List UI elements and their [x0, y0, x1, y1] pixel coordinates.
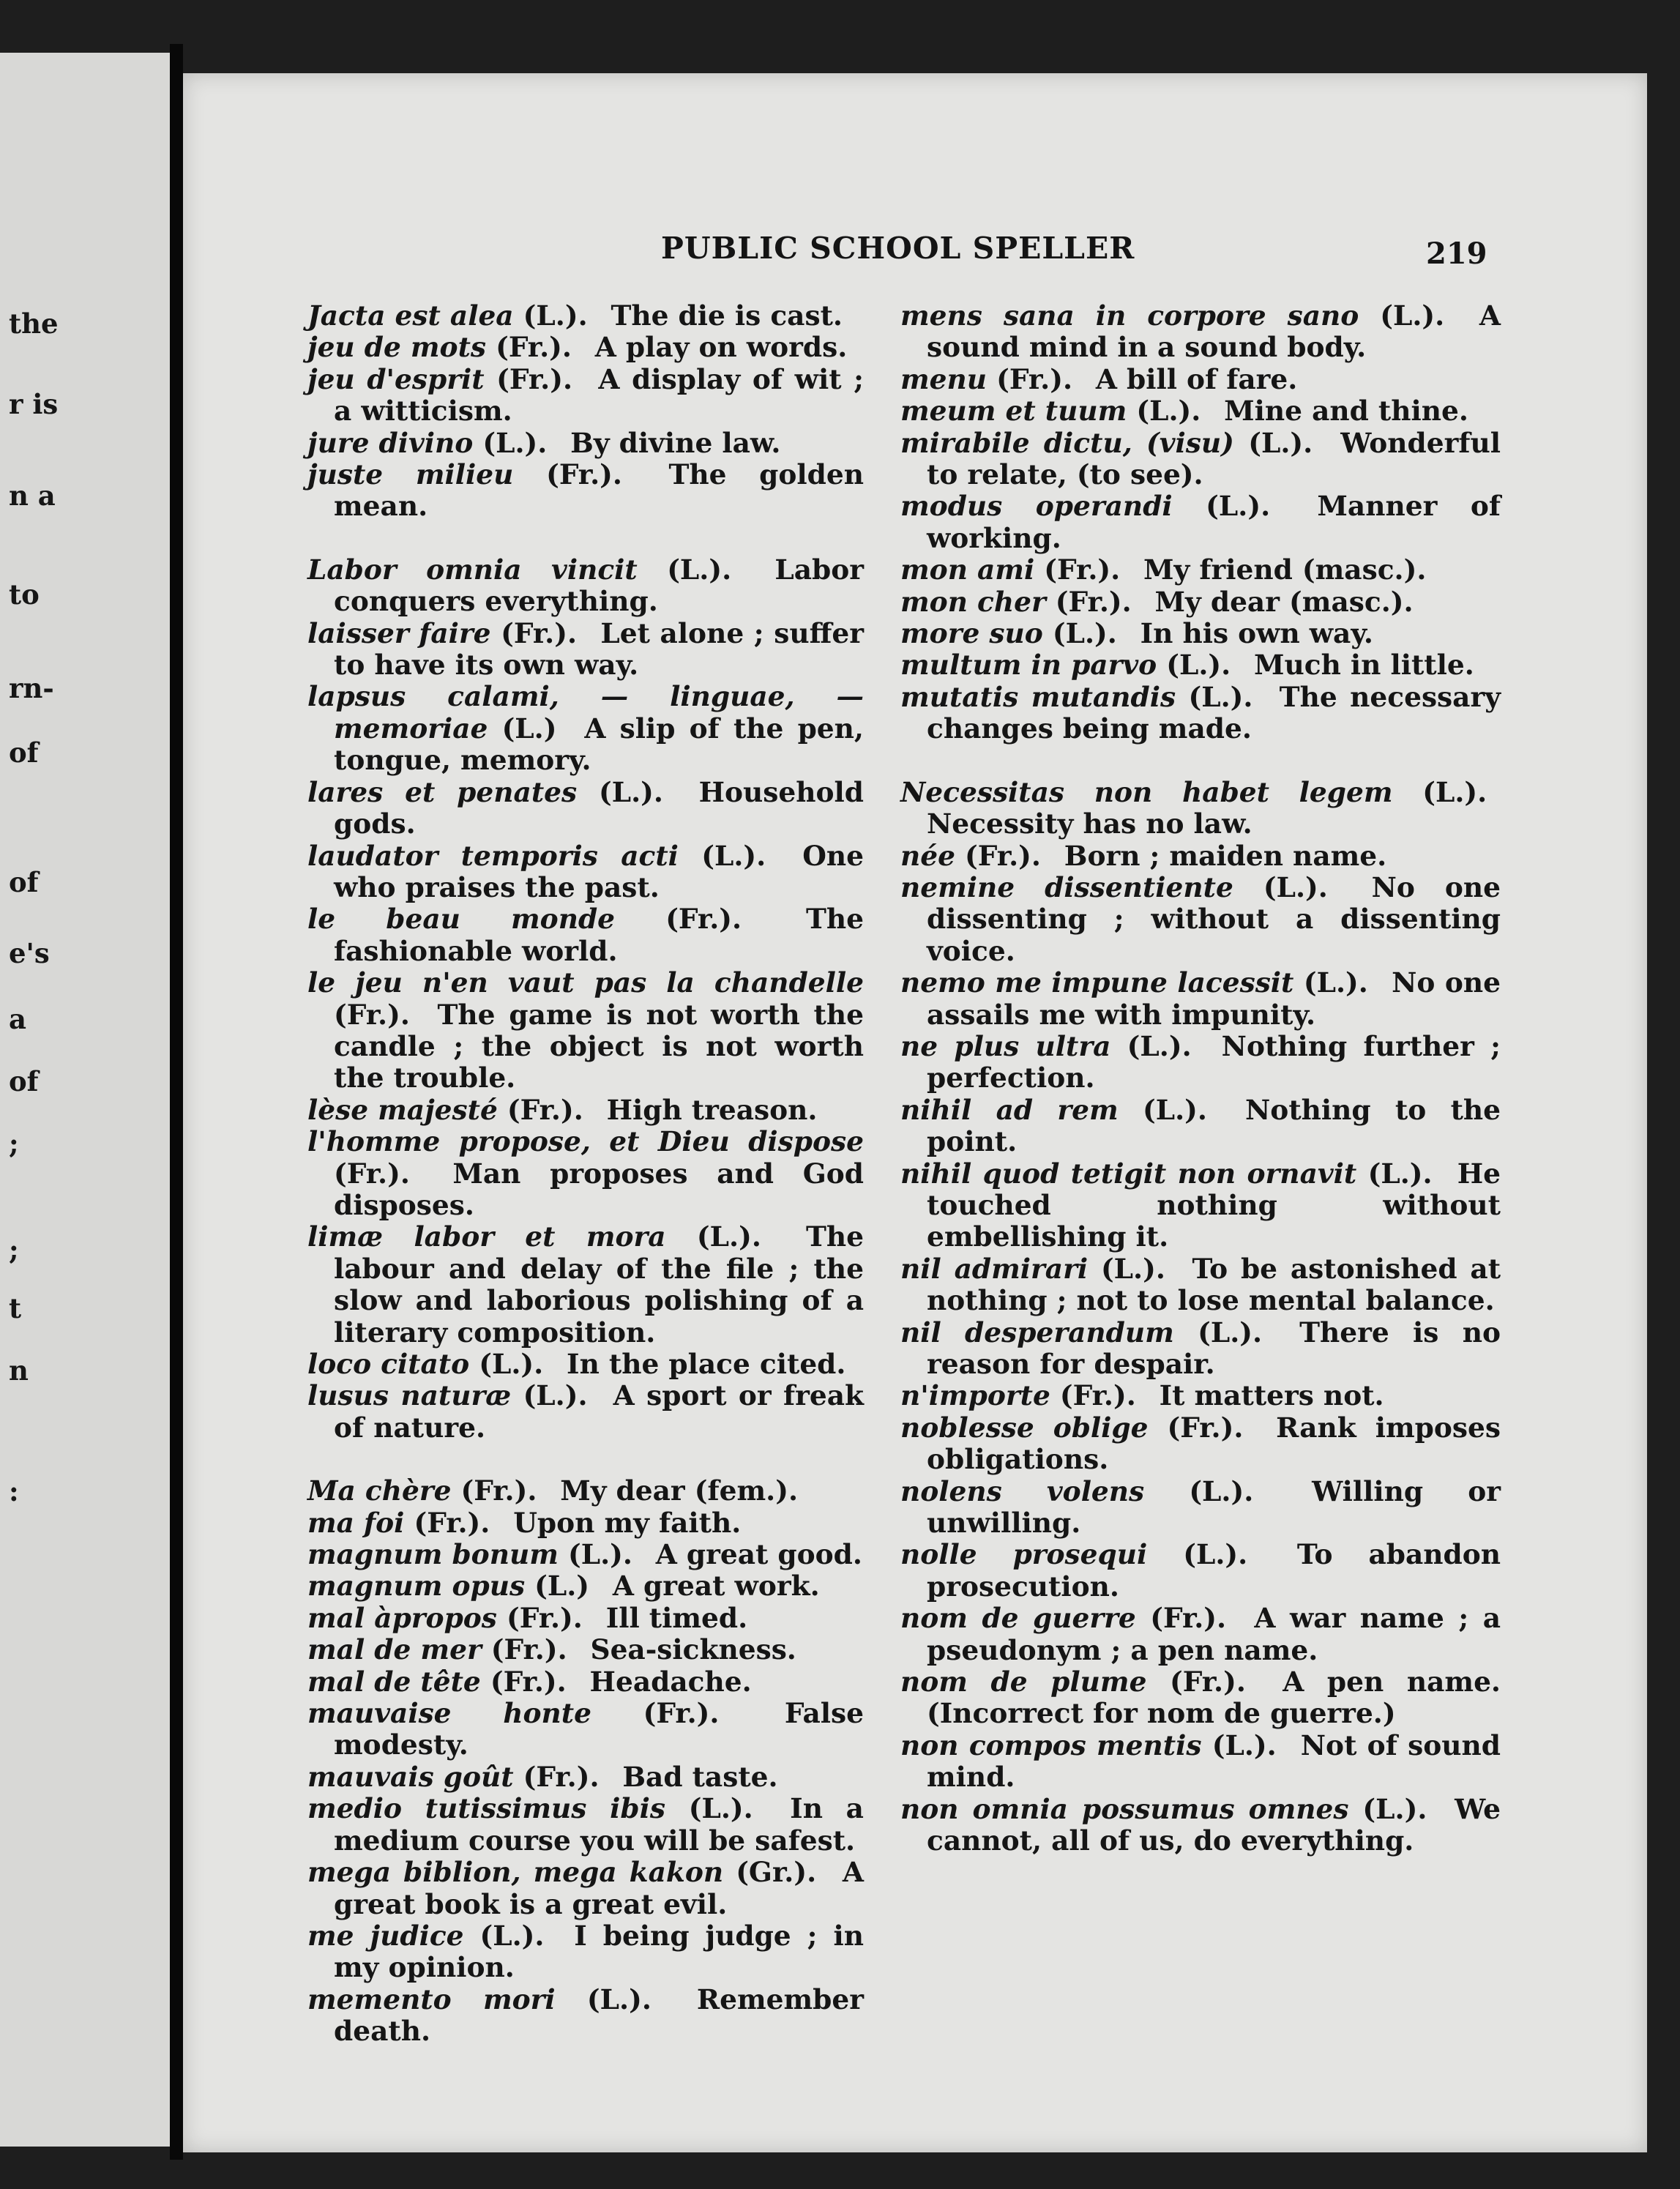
entry-meaning: Bad taste.: [622, 1760, 778, 1793]
entry-meaning: He touched nothing without embellishing it.: [927, 1157, 1501, 1253]
entry-language: (L.).: [1166, 649, 1231, 682]
page-number: 219: [1426, 236, 1487, 271]
entry-meaning: Headache.: [589, 1665, 752, 1698]
entry-meaning: No one assails me with impunity.: [927, 966, 1501, 1031]
entry-meaning: Sea-sickness.: [590, 1633, 796, 1666]
previous-page-edge: [0, 53, 170, 2147]
entry-phrase: mal àpropos: [307, 1601, 497, 1634]
entry-phrase: modus operandi: [900, 490, 1173, 523]
entry-language: (Fr.).: [334, 998, 410, 1031]
entry-phrase: lapsus calami, — linguae, — memoriae: [307, 680, 864, 745]
entry-meaning: Manner of working.: [927, 490, 1501, 554]
entry-language: (L.).: [696, 1220, 761, 1253]
entry-language: (L.).: [1303, 966, 1368, 999]
entry-language: (Fr.).: [490, 1633, 567, 1666]
dictionary-entry: [307, 1634, 864, 1666]
entry-language: (Fr.).: [1044, 553, 1121, 586]
entry-meaning: To abandon prosecution.: [927, 1538, 1501, 1603]
entry-language: (Fr.).: [1150, 1602, 1227, 1635]
dictionary-entry: [307, 1126, 864, 1221]
entry-phrase: magnum opus: [307, 1570, 526, 1603]
entry-phrase: me judice: [307, 1919, 464, 1952]
dictionary-entry: [900, 1794, 1501, 1857]
entry-meaning: A sound mind in a sound body.: [927, 299, 1501, 364]
dictionary-entry: [900, 1666, 1501, 1730]
entry-meaning: My friend (masc.).: [1143, 553, 1427, 586]
dictionary-entry: [307, 1984, 864, 2048]
entry-phrase: noblesse oblige: [900, 1411, 1149, 1444]
dictionary-entry: [900, 1094, 1501, 1158]
entry-language: (Fr.).: [1059, 1379, 1136, 1412]
entry-meaning: Not of sound mind.: [927, 1729, 1501, 1794]
dictionary-entry: [307, 1666, 864, 1698]
entry-phrase: mauvaise honte: [307, 1697, 591, 1730]
previous-page-fragment: of: [9, 1065, 39, 1097]
dictionary-entry: [307, 1475, 864, 1507]
entry-phrase: nemine dissentiente: [900, 870, 1233, 903]
entry-phrase: mens sana in corpore sano: [900, 299, 1359, 332]
dictionary-entry: [900, 872, 1501, 967]
entry-language: (Fr.).: [546, 458, 622, 491]
entry-phrase: nolens volens: [900, 1474, 1145, 1507]
entry-meaning: We cannot, all of us, do everything.: [927, 1792, 1501, 1857]
entry-language: (L.).: [688, 1792, 753, 1825]
entry-meaning: No one dissenting ; without a dissenting voice.: [927, 870, 1501, 967]
entry-language: (L.).: [1136, 395, 1201, 428]
entry-meaning: The game is not worth the candle ; the object is not worth the trouble.: [334, 998, 864, 1094]
entry-language: (L.).: [1127, 1029, 1192, 1062]
entry-language: (Fr.).: [496, 362, 573, 395]
entry-language: (L.).: [567, 1538, 632, 1571]
dictionary-entry: [307, 618, 864, 682]
entry-language: (L.).: [1100, 1252, 1165, 1285]
entry-phrase: le beau monde: [307, 903, 616, 936]
entry-phrase: Ma chère: [307, 1474, 452, 1507]
entry-language: (Fr.).: [460, 1474, 537, 1507]
dictionary-entry: [307, 1920, 864, 1984]
previous-page-fragment: rn-: [9, 672, 54, 704]
entry-language: (Fr.).: [501, 616, 578, 649]
entry-phrase: nihil ad rem: [900, 1093, 1119, 1126]
dictionary-entry: [307, 903, 864, 967]
entry-meaning: Willing or unwilling.: [927, 1474, 1501, 1540]
entry-language: (L.).: [479, 1919, 545, 1952]
dictionary-entry: [307, 777, 864, 840]
previous-page-fragment: :: [9, 1475, 19, 1507]
entry-phrase: n'importe: [900, 1379, 1050, 1412]
dictionary-entry: [900, 1603, 1501, 1666]
entry-meaning: In a medium course you will be safest.: [334, 1792, 864, 1857]
dictionary-entry: [900, 554, 1501, 586]
entry-language: (L.).: [1422, 775, 1487, 808]
dictionary-entry: [900, 682, 1501, 745]
entry-meaning: Nothing to the point.: [927, 1093, 1501, 1158]
entry-phrase: limæ labor et mora: [307, 1220, 666, 1253]
running-head: [183, 231, 1647, 275]
entry-language: (L.): [501, 712, 557, 745]
entry-phrase: laisser faire: [307, 616, 491, 649]
entry-phrase: juste milieu: [307, 458, 514, 491]
entry-meaning: One who praises the past.: [334, 839, 865, 903]
entry-language: (L.).: [599, 775, 663, 808]
entry-language: (L.).: [1263, 870, 1328, 903]
entry-meaning: Mine and thine.: [1224, 395, 1468, 428]
entry-language: (L.).: [1052, 617, 1117, 650]
entry-meaning: Nothing further ; perfection.: [927, 1029, 1501, 1094]
previous-page-fragment: a: [9, 1003, 26, 1035]
entry-phrase: mauvais goût: [307, 1760, 514, 1793]
dictionary-entry: [900, 1317, 1501, 1381]
entry-language: (Fr.).: [1167, 1411, 1244, 1444]
entry-meaning: I being judge ; in my opinion.: [334, 1919, 864, 1984]
dictionary-entry: [307, 840, 864, 904]
dictionary-entry: [900, 364, 1501, 395]
entry-meaning: A great work.: [612, 1570, 820, 1603]
right-column: [900, 300, 1501, 1857]
entry-meaning: There is no reason for despair.: [927, 1316, 1501, 1380]
dictionary-entry: [900, 491, 1501, 554]
dictionary-entry: [900, 1253, 1501, 1317]
entry-meaning: A play on words.: [594, 331, 848, 364]
entry-phrase: more suo: [900, 617, 1043, 650]
entry-phrase: lusus naturæ: [307, 1379, 512, 1412]
entry-language: (Fr.).: [490, 1665, 567, 1698]
entry-phrase: magnum bonum: [307, 1538, 559, 1571]
entry-meaning: Ill timed.: [605, 1601, 748, 1634]
entry-phrase: meum et tuum: [900, 395, 1127, 428]
dictionary-entry: [900, 618, 1501, 649]
entry-phrase: mal de mer: [307, 1633, 482, 1666]
dictionary-entry: [900, 1476, 1501, 1540]
entry-phrase: ne plus ultra: [900, 1029, 1111, 1062]
entry-meaning: The golden mean.: [334, 458, 865, 523]
entry-meaning: In his own way.: [1140, 617, 1373, 650]
entry-phrase: l'homme propose, et Dieu dispose: [307, 1125, 864, 1158]
entry-meaning: A slip of the pen, tongue, memory.: [334, 712, 864, 777]
entry-phrase: nom de plume: [900, 1666, 1147, 1698]
dictionary-entry: [307, 459, 864, 523]
entry-phrase: mal de tête: [307, 1665, 481, 1698]
previous-page-fragment: of: [9, 736, 39, 769]
entry-language: (L.).: [482, 426, 548, 459]
entry-meaning: Much in little.: [1254, 649, 1474, 682]
entry-language: (L.).: [1183, 1538, 1248, 1571]
entry-phrase: mirabile dictu, (visu): [900, 426, 1234, 459]
entry-meaning: To be astonished at nothing ; not to lose mental balance.: [927, 1252, 1501, 1317]
dictionary-entry: [900, 967, 1501, 1031]
entry-phrase: jeu d'esprit: [307, 362, 485, 395]
dictionary-entry: [307, 1793, 864, 1857]
entry-phrase: nolle prosequi: [900, 1538, 1148, 1571]
dictionary-entry: [307, 1698, 864, 1761]
entry-meaning: My dear (fem.).: [560, 1474, 799, 1507]
entry-phrase: laudator temporis acti: [307, 839, 679, 872]
entry-language: (L.).: [1143, 1093, 1207, 1126]
entry-meaning: A bill of fare.: [1095, 362, 1298, 395]
entry-language: (Fr.).: [507, 1093, 583, 1126]
entry-phrase: memento mori: [307, 1983, 556, 2015]
entry-language: (L.).: [1248, 426, 1313, 459]
entry-language: (L.).: [479, 1348, 544, 1380]
entry-meaning: By divine law.: [570, 426, 781, 459]
entry-meaning: Household gods.: [334, 775, 865, 840]
entry-phrase: Necessitas non habet legem: [900, 775, 1393, 808]
entry-language: (L.).: [523, 299, 588, 332]
entry-phrase: nil admirari: [900, 1252, 1089, 1285]
entry-meaning: Man proposes and God disposes.: [334, 1157, 864, 1221]
entry-meaning: The labour and delay of the file ; the slow and laborious polishing of a literary composition.: [334, 1220, 865, 1349]
entry-language: (L.).: [1198, 1316, 1263, 1349]
entry-phrase: medio tutissimus ibis: [307, 1792, 665, 1825]
dictionary-entry: [307, 1603, 864, 1634]
dictionary-entry: [900, 1031, 1501, 1094]
entry-meaning: Necessity has no law.: [927, 808, 1252, 840]
entry-meaning: Labor conquers everything.: [334, 553, 865, 618]
previous-page-fragment: of: [9, 866, 39, 898]
dictionary-entry: [900, 300, 1501, 364]
dictionary-entry: [307, 1221, 864, 1349]
entry-phrase: multum in parvo: [900, 649, 1157, 682]
entry-meaning: A display of wit ; a witticism.: [334, 362, 864, 428]
entry-language: (L.).: [1380, 299, 1445, 332]
entry-phrase: menu: [900, 362, 988, 395]
dictionary-entry: [307, 1539, 864, 1570]
entry-meaning: It matters not.: [1159, 1379, 1384, 1412]
entry-language: (Fr.).: [414, 1506, 490, 1539]
entry-meaning: Remember death.: [334, 1983, 864, 2048]
entry-phrase: lèse majesté: [307, 1093, 498, 1126]
entry-language: (L.).: [1367, 1157, 1433, 1190]
entry-phrase: née: [900, 839, 955, 872]
dictionary-entry: [900, 649, 1501, 681]
dictionary-entry: [307, 300, 864, 332]
entry-language: (L.).: [1362, 1792, 1427, 1825]
dictionary-entry: [900, 586, 1501, 618]
entry-phrase: nil desperandum: [900, 1316, 1174, 1349]
entry-phrase: nom de guerre: [900, 1602, 1136, 1635]
entry-meaning: The die is cast.: [611, 299, 843, 332]
dictionary-entry: [307, 1570, 864, 1602]
entry-language: (L.).: [1188, 680, 1253, 713]
entry-language: (Fr.).: [506, 1601, 583, 1634]
dictionary-entry: [900, 1380, 1501, 1412]
dictionary-entry: [307, 1507, 864, 1539]
entry-language: (Fr.).: [665, 903, 742, 936]
entry-language: (Fr.).: [334, 1157, 410, 1190]
entry-phrase: non compos mentis: [900, 1729, 1202, 1761]
previous-page-fragment: ;: [9, 1127, 19, 1160]
entry-language: (Fr.).: [496, 331, 572, 364]
entry-meaning: A great book is a great evil.: [334, 1856, 864, 1920]
entry-meaning: Let alone ; suffer to have its own way.: [334, 616, 864, 682]
entry-phrase: mutatis mutandis: [900, 680, 1176, 713]
entry-meaning: Rank imposes obligations.: [927, 1411, 1501, 1476]
entry-meaning: A great good.: [655, 1538, 862, 1571]
dictionary-entry: [307, 1380, 864, 1444]
entry-phrase: lares et penates: [307, 775, 578, 808]
previous-page-fragment: to: [9, 578, 40, 611]
entry-language: (Fr.).: [965, 839, 1041, 872]
entry-language: (Fr.).: [1055, 585, 1132, 618]
entry-phrase: non omnia possumus omnes: [900, 1792, 1349, 1825]
entry-language: (L.).: [667, 553, 732, 586]
entry-phrase: nemo me impune lacessit: [900, 966, 1294, 999]
entry-language: (Gr.).: [736, 1856, 817, 1889]
previous-page-fragment: the: [9, 307, 59, 340]
entry-meaning: My dear (masc.).: [1154, 585, 1414, 618]
entry-meaning: In the place cited.: [567, 1348, 846, 1380]
entry-phrase: Labor omnia vincit: [307, 553, 638, 586]
entry-meaning: Born ; maiden name.: [1064, 839, 1387, 872]
dictionary-entry: [307, 1349, 864, 1380]
entry-language: (L.).: [701, 839, 766, 872]
entry-phrase: le jeu n'en vaut pas la chandelle: [307, 966, 864, 999]
entry-language: (L.): [534, 1570, 590, 1603]
entry-meaning: A sport or freak of nature.: [334, 1379, 865, 1444]
dictionary-entry: [307, 681, 864, 776]
entry-phrase: Jacta est alea: [307, 299, 514, 332]
dictionary-entry: [307, 1761, 864, 1793]
dictionary-entry: [900, 395, 1501, 427]
entry-meaning: High treason.: [606, 1093, 818, 1126]
dictionary-entry: [307, 1857, 864, 1920]
book-spine-shadow: [170, 44, 183, 2160]
left-column: [307, 300, 864, 2048]
dictionary-entry: [307, 428, 864, 459]
entry-meaning: A pen name. (Incorrect for nom de guerre.): [927, 1666, 1501, 1730]
dictionary-entry: [900, 428, 1501, 491]
entry-language: (Fr.).: [643, 1697, 720, 1730]
dictionary-entry: [307, 332, 864, 363]
entry-meaning: Wonderful to relate, (to see).: [927, 426, 1501, 491]
entry-phrase: mon ami: [900, 553, 1035, 586]
previous-page-fragment: r is: [9, 388, 59, 420]
previous-page-fragment: ;: [9, 1234, 19, 1266]
entry-phrase: jeu de mots: [307, 331, 487, 364]
book-page: [183, 73, 1647, 2152]
dictionary-entry: [900, 777, 1501, 840]
dictionary-entry: [307, 364, 864, 428]
entry-language: (L.).: [1206, 490, 1271, 523]
entry-language: (Fr.).: [523, 1760, 600, 1793]
entry-meaning: Upon my faith.: [513, 1506, 742, 1539]
entry-phrase: mega biblion, mega kakon: [307, 1856, 724, 1889]
entry-language: (Fr.).: [996, 362, 1073, 395]
entry-phrase: nihil quod tetigit non ornavit: [900, 1157, 1357, 1190]
entry-language: (L.).: [523, 1379, 588, 1412]
dictionary-entry: [900, 1539, 1501, 1603]
previous-page-fragment: n: [9, 1354, 29, 1387]
previous-page-fragment: n a: [9, 480, 56, 512]
dictionary-entry: [307, 1094, 864, 1126]
entry-meaning: The necessary changes being made.: [927, 680, 1501, 745]
entry-phrase: mon cher: [900, 585, 1046, 618]
entry-meaning: A war name ; a pseudonym ; a pen name.: [927, 1602, 1501, 1666]
entry-language: (L.).: [1212, 1729, 1277, 1761]
dictionary-entry: [900, 1730, 1501, 1794]
previous-page-fragment: e's: [9, 937, 50, 969]
dictionary-entry: [900, 1412, 1501, 1476]
entry-language: (Fr.).: [1170, 1666, 1246, 1698]
entry-language: (L.).: [586, 1983, 652, 2015]
entry-language: (L.).: [1189, 1474, 1254, 1507]
dictionary-entry: [900, 1158, 1501, 1253]
dictionary-entry: [307, 967, 864, 1094]
dictionary-entry: [900, 840, 1501, 872]
entry-meaning: The fashionable world.: [334, 903, 864, 967]
dictionary-entry: [307, 554, 864, 618]
entry-phrase: ma foi: [307, 1506, 405, 1539]
running-title: PUBLIC SCHOOL SPELLER: [661, 231, 1135, 266]
entry-phrase: jure divino: [307, 426, 474, 459]
previous-page-fragment: t: [9, 1292, 22, 1324]
entry-meaning: False modesty.: [334, 1697, 865, 1761]
entry-phrase: loco citato: [307, 1348, 470, 1380]
